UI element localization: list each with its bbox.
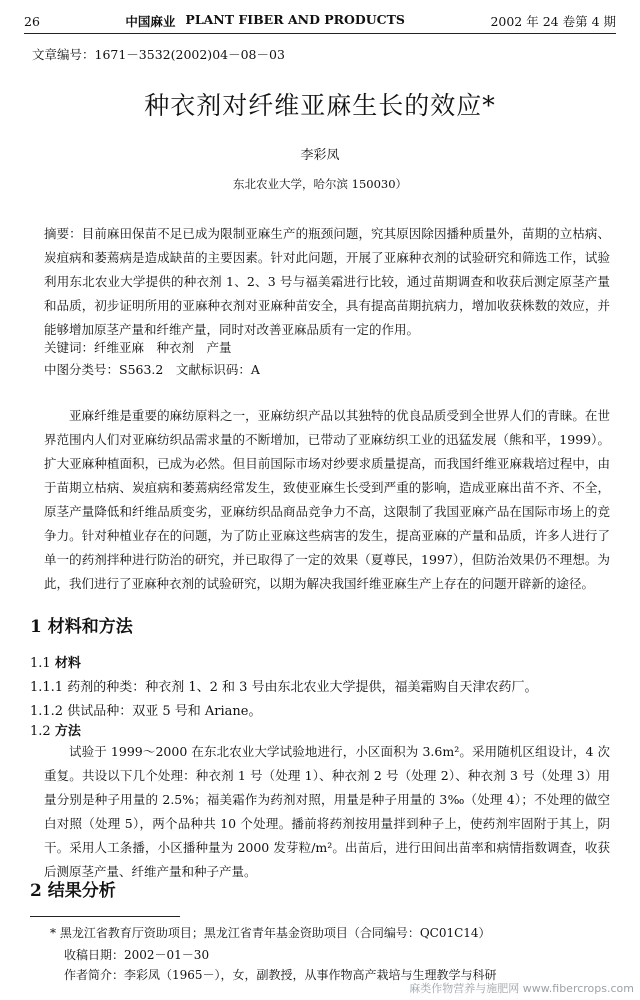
- section-number: 2: [30, 881, 42, 901]
- paper-title: 种衣剂对纤维亚麻生长的效应*: [144, 91, 496, 120]
- section-1-heading: [30, 612, 133, 637]
- page-number: 26: [24, 13, 40, 29]
- classification: 中图分类号：S563.2 文献标识码：A: [44, 362, 260, 377]
- running-header: [24, 10, 616, 32]
- section-number: 1.2: [30, 724, 51, 739]
- section-1-2-heading: [30, 720, 81, 739]
- abstract: 摘要：目前麻田保苗不足已成为限制亚麻生产的瓶颈问题，究其原因除因播种质量外，苗期的立枯病、炭疽病和萎蔫病是造成缺苗的主要因素。针对此问题，开展了亚麻种衣剂的试验研究和筛选工作，试验利用东北农业大学提供的种衣剂 1、2、3 号与福美霜进行比较，通过苗期调查和收获后测定原茎产量和品质，初步证明所用的亚麻种衣剂对亚麻种苗安全，具有提高苗期抗病力，增加收获株数的效应，并能够增加原茎产量和纤维产量，同时对改善亚麻品质有一定的作用。: [44, 226, 610, 337]
- section-number: 1.1.2: [30, 704, 64, 719]
- author-bio: 作者简介：李彩凤（1965－），女，副教授，从事作物高产栽培与生理教学与科研: [64, 968, 497, 982]
- footnote-rule: [30, 916, 180, 917]
- section-title: 方法: [54, 724, 81, 739]
- section-1-1-2: [30, 700, 261, 719]
- keywords: 关键词：纤维亚麻 种衣剂 产量: [44, 340, 232, 355]
- header-rule: [24, 33, 616, 34]
- funding-footnote: * 黑龙江省教育厅资助项目；黑龙江省青年基金资助项目（合同编号：QC01C14）: [50, 926, 491, 940]
- journal-name: [125, 12, 405, 30]
- author-affiliation: 东北农业大学，哈尔滨 150030）: [232, 177, 408, 191]
- introduction-paragraph: 亚麻纤维是重要的麻纺原料之一，亚麻纺织产品以其独特的优良品质受到全世界人们的青睐。在世界范围内人们对亚麻纺织品需求量的不断增加，已带动了亚麻纺织工业的迅猛发展（熊和平，1999）。扩大亚麻种植面积，已成为必然。但目前国际市场对纱要求质量提高，而我国纤维亚麻栽培过程中，由于苗期立枯病、炭疽病和萎蔫病经常发生，致使亚麻生长受到严重的影响，造成亚麻出苗不齐、不全，原茎产量降低和纤维品质变劣，亚麻纺织品商品竞争力不高，这限制了我国亚麻产品在国际市场上的竞争力。针对种植业存在的问题，为了防止亚麻这些病害的发生，提高亚麻的产量和品质，许多人进行了单一的药剂拌种进行防治的研究，并已取得了一定的效果（夏尊民，1997），但防治效果仍不理想。为此，我们进行了亚麻种衣剂的试验研究，以期为解决我国纤维亚麻生产上存在的问题开辟新的途径。: [44, 408, 610, 591]
- section-number: 1.1.1: [30, 680, 64, 695]
- section-1-1-heading: [30, 652, 81, 671]
- section-text: 供试品种：双亚 5 号和 Ariane。: [67, 704, 262, 719]
- journal-name-cn: 中国麻业: [125, 14, 176, 29]
- section-2-heading: [30, 876, 116, 901]
- article-number: 文章编号：1671－3532(2002)04－08－03: [32, 47, 285, 62]
- section-text: 药剂的种类：种衣剂 1、2 和 3 号由东北农业大学提供，福美霜购自天津农药厂。: [67, 680, 538, 695]
- section-number: 1.1: [30, 656, 51, 671]
- site-watermark: 麻类作物营养与施肥网 www.fibercrops.com: [409, 982, 634, 995]
- author-name: 李彩凤: [300, 148, 340, 163]
- volume-issue: 2002 年 24 卷第 4 期: [490, 14, 616, 29]
- section-number: 1: [30, 617, 42, 637]
- section-title: 材料和方法: [47, 617, 133, 637]
- section-1-1-1: [30, 676, 538, 695]
- method-paragraph: 试验于 1999～2000 在东北农业大学试验地进行，小区面积为 3.6m²。采用随机区组设计，4 次重复。共设以下几个处理：种衣剂 1 号（处理 1）、种衣剂 2 号（处理 2）、种衣剂 3 号（处理 3）用量分别是种子用量的 2.5%；福美霜作为药剂对照，用量是种子用量的 3‰（处理 4）；不处理的做空白对照（处理 5），两个品种共 10 个处理。播前将药剂按用量拌到种子上，使药剂牢固附于其上，阴干。采用人工条播，小区播种量为 2000 发芽粒/m²。出苗后，进行田间出苗率和病情指数调查，收获后测原茎产量、纤维产量和种子产量。: [44, 744, 610, 879]
- section-title: 材料: [54, 656, 81, 671]
- journal-name-en: PLANT FIBER AND PRODUCTS: [185, 12, 405, 27]
- section-title: 结果分析: [47, 881, 116, 901]
- received-date: 收稿日期：2002－01－30: [64, 948, 210, 962]
